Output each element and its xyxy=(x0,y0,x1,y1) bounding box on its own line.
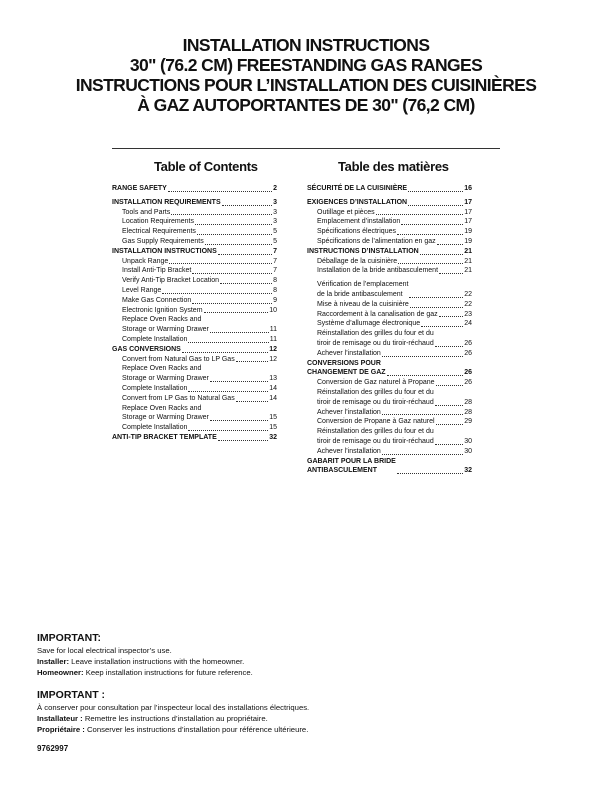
toc-fr-entry[interactable] xyxy=(307,359,472,379)
toc-entry-page: 10 xyxy=(269,306,277,314)
toc-entry-label: Achever l’installation xyxy=(317,447,381,455)
toc-entry-label: Electronic Ignition System xyxy=(122,306,203,314)
toc-entry-page: 24 xyxy=(464,320,472,328)
toc-entry-label: Verify Anti-Tip Bracket Location xyxy=(122,277,220,285)
title-en-line-1: INSTALLATION INSTRUCTIONS xyxy=(182,35,430,55)
toc-entry-label: Replace Oven Racks and Storage or Warming Drawer xyxy=(122,404,209,422)
toc-fr-heading: Table des matières xyxy=(338,159,449,174)
toc-entry-page: 32 xyxy=(464,467,472,475)
toc-entry-label: Emplacement d’installation xyxy=(317,218,401,226)
title-fr-line-2: À GAZ AUTOPORTANTES DE 30" (76,2 CM) xyxy=(137,95,475,115)
toc-entry-page: 19 xyxy=(464,228,472,236)
toc-en-entry[interactable] xyxy=(112,394,277,404)
toc-leader xyxy=(408,191,463,192)
important-line-2 xyxy=(37,713,309,724)
installateur-text: Remettre les instructions d’installation au propriétaire. xyxy=(82,714,268,724)
toc-en-entry[interactable] xyxy=(112,433,277,443)
important-notice-fr xyxy=(37,689,309,736)
toc-entry-page: 28 xyxy=(464,408,472,416)
installer-text: Leave installation instructions with the homeowner. xyxy=(69,657,245,667)
toc-entry-page: 3 xyxy=(273,218,277,226)
toc-entry-page: 15 xyxy=(269,414,277,422)
toc-entry-label: ANTI-TIP BRACKET TEMPLATE xyxy=(112,433,217,441)
toc-fr-entry[interactable] xyxy=(307,310,472,320)
toc-leader xyxy=(387,375,464,376)
toc-entry-label: Achever l’installation xyxy=(317,408,381,416)
toc-entry-label: Conversion de Gaz naturel à Propane xyxy=(317,379,435,387)
toc-entry-label: Achever l’installation xyxy=(317,349,381,357)
toc-entry-page: 12 xyxy=(269,345,277,353)
toc-leader xyxy=(439,316,464,317)
toc-leader xyxy=(197,234,272,235)
toc-leader xyxy=(218,254,272,255)
toc-entry-label: Replace Oven Racks and Storage or Warming Drawer xyxy=(122,365,209,383)
toc-leader xyxy=(210,420,268,421)
toc-fr-entry[interactable] xyxy=(307,247,472,257)
toc-entry-page: 11 xyxy=(269,335,277,343)
toc-entry-page: 15 xyxy=(269,424,277,432)
toc-fr-entry[interactable] xyxy=(307,388,472,408)
toc-leader xyxy=(205,244,272,245)
toc-entry-page: 8 xyxy=(273,277,277,285)
toc-fr-entry[interactable] xyxy=(307,184,472,194)
toc-leader xyxy=(210,381,268,382)
toc-leader xyxy=(169,263,272,264)
toc-entry-page: 30 xyxy=(464,447,472,455)
important-heading-en: IMPORTANT: xyxy=(37,632,101,644)
toc-entry-label: INSTRUCTIONS D’INSTALLATION xyxy=(307,247,419,255)
toc-entry-label: SÉCURITÉ DE LA CUISINIÈRE xyxy=(307,185,408,192)
toc-fr-list xyxy=(307,184,472,476)
toc-en-entry[interactable] xyxy=(112,355,277,365)
toc-entry-label: Convert from Natural Gas to LP Gas xyxy=(122,355,235,363)
toc-leader xyxy=(382,356,463,357)
toc-entry-page: 21 xyxy=(464,257,472,265)
toc-entry-label: Gas Supply Requirements xyxy=(122,237,204,245)
toc-leader xyxy=(162,293,272,294)
toc-leader xyxy=(376,214,464,215)
toc-entry-page: 26 xyxy=(464,369,472,377)
toc-entry-label: Spécifications électriques xyxy=(317,228,396,236)
toc-entry-label: Raccordement à la canalisation de gaz xyxy=(317,310,438,318)
toc-entry-label: Réinstallation des grilles du four et du tiroir de remisage ou du tiroir-réchaud xyxy=(317,428,434,445)
toc-entry-page: 26 xyxy=(464,349,472,357)
toc-entry-page: 11 xyxy=(269,326,277,334)
toc-fr-entry[interactable] xyxy=(307,319,472,329)
toc-entry-label: Replace Oven Racks and Storage or Warming Drawer xyxy=(122,316,209,334)
toc-leader xyxy=(171,214,272,215)
toc-entry-page: 26 xyxy=(464,379,472,387)
toc-entry-page: 8 xyxy=(273,286,277,294)
toc-fr-entry[interactable] xyxy=(307,237,472,247)
toc-entry-page: 30 xyxy=(464,437,472,445)
toc-fr-entry[interactable] xyxy=(307,280,472,300)
toc-leader xyxy=(218,440,268,441)
toc-entry-label: INSTALLATION INSTRUCTIONS xyxy=(112,247,217,255)
toc-leader xyxy=(435,444,463,445)
toc-en-entry[interactable] xyxy=(112,364,277,384)
toc-entry-page: 26 xyxy=(464,339,472,347)
toc-entry-label: Réinstallation des grilles du four et du tiroir de remisage ou du tiroir-réchaud xyxy=(317,330,434,347)
toc-en-entry[interactable] xyxy=(112,217,277,227)
toc-en-entry[interactable] xyxy=(112,257,277,267)
toc-entry-page: 17 xyxy=(464,208,472,216)
toc-leader xyxy=(401,224,463,225)
toc-en-entry[interactable] xyxy=(112,266,277,276)
important-line-1: Save for local electrical inspector’s use. xyxy=(37,646,172,655)
toc-entry-label: Convert from LP Gas to Natural Gas xyxy=(122,394,235,402)
toc-entry-label: Spécifications de l’alimentation en gaz xyxy=(317,237,436,245)
toc-entry-page: 12 xyxy=(269,355,277,363)
toc-leader xyxy=(192,273,272,274)
toc-entry-page: 7 xyxy=(273,257,277,265)
toc-entry-page: 32 xyxy=(269,433,277,441)
homeowner-label: Homeowner: xyxy=(37,668,84,678)
toc-entry-page: 7 xyxy=(273,247,277,255)
toc-leader xyxy=(435,346,463,347)
toc-leader xyxy=(397,473,463,474)
toc-en-entry[interactable] xyxy=(112,227,277,237)
toc-fr-entry[interactable] xyxy=(307,257,472,267)
toc-entry-page: 14 xyxy=(269,394,277,402)
toc-entry-page: 13 xyxy=(269,375,277,383)
toc-leader xyxy=(236,401,269,402)
toc-entry-page: 5 xyxy=(273,237,277,245)
toc-entry-label: Complete Installation xyxy=(122,424,188,432)
toc-en-entry[interactable] xyxy=(112,198,277,208)
toc-entry-label: GAS CONVERSIONS xyxy=(112,345,181,353)
title-block xyxy=(0,35,612,115)
toc-entry-label: Déballage de la cuisinière xyxy=(317,257,398,265)
toc-entry-label: Réinstallation des grilles du four et du tiroir de remisage ou du tiroir-réchaud xyxy=(317,388,434,406)
toc-entry-label: Tools and Parts xyxy=(122,208,171,216)
toc-leader xyxy=(188,430,268,431)
document-number: 9762997 xyxy=(37,744,69,753)
installateur-label: Installateur : xyxy=(37,714,83,724)
toc-entry-page: 14 xyxy=(269,384,277,392)
toc-entry-label: Conversion de Propane à Gaz naturel xyxy=(317,418,435,426)
toc-fr-entry[interactable] xyxy=(307,198,472,208)
toc-en-entry[interactable] xyxy=(112,345,277,355)
title-en-line-2: 30" (76.2 CM) FREESTANDING GAS RANGES xyxy=(129,55,483,75)
toc-entry-label: Complete Installation xyxy=(122,384,188,392)
toc-entry-page: 28 xyxy=(464,398,472,406)
toc-leader xyxy=(397,234,463,235)
toc-leader xyxy=(410,307,463,308)
toc-entry-label: Location Requirements xyxy=(122,218,194,226)
toc-leader xyxy=(382,414,463,415)
toc-en-entry[interactable] xyxy=(112,315,277,335)
toc-entry-label: EXIGENCES D’INSTALLATION xyxy=(307,198,408,206)
toc-fr-entry[interactable] xyxy=(307,417,472,427)
toc-en-entry[interactable] xyxy=(112,276,277,286)
toc-leader xyxy=(192,303,272,304)
toc-leader xyxy=(220,283,272,284)
toc-en-list xyxy=(112,184,277,443)
toc-leader xyxy=(439,273,463,274)
toc-leader xyxy=(436,385,464,386)
toc-entry-page: 22 xyxy=(464,300,472,308)
toc-leader xyxy=(435,405,463,406)
toc-fr-entry[interactable] xyxy=(307,300,472,310)
toc-entry-label: Vérification de l’emplacement de la bride antibasculement xyxy=(317,281,409,298)
toc-entry-page: 17 xyxy=(464,198,472,206)
toc-entry-label: Système d’allumage électronique xyxy=(317,320,421,328)
toc-leader xyxy=(188,342,268,343)
important-line-3 xyxy=(37,724,309,735)
toc-en-entry[interactable] xyxy=(112,247,277,257)
toc-entry-page: 5 xyxy=(273,228,277,236)
title-fr-line-1: INSTRUCTIONS POUR L’INSTALLATION DES CUISINIÈRES xyxy=(75,75,537,95)
toc-leader xyxy=(236,361,269,362)
toc-leader xyxy=(436,424,464,425)
toc-entry-label: Unpack Range xyxy=(122,257,169,265)
toc-fr-entry[interactable] xyxy=(307,266,472,276)
toc-fr-entry[interactable] xyxy=(307,408,472,418)
toc-entry-page: 21 xyxy=(464,267,472,275)
toc-leader xyxy=(421,326,463,327)
toc-entry-page: 2 xyxy=(273,185,277,192)
toc-leader xyxy=(382,454,463,455)
important-line-1: À conserver pour consultation par l’inspecteur local des installations électriques. xyxy=(37,703,310,712)
proprietaire-text: Conserver les instructions d’installation pour référence ultérieure. xyxy=(84,725,309,735)
toc-entry-page: 19 xyxy=(464,237,472,245)
toc-entry-label: Make Gas Connection xyxy=(122,296,192,304)
toc-leader xyxy=(437,244,464,245)
toc-leader xyxy=(188,391,268,392)
toc-en-entry[interactable] xyxy=(112,237,277,247)
toc-entry-label: Install Anti-Tip Bracket xyxy=(122,267,192,275)
toc-en-entry[interactable] xyxy=(112,306,277,316)
toc-fr-entry[interactable] xyxy=(307,208,472,218)
toc-fr-entry[interactable] xyxy=(307,227,472,237)
title-divider xyxy=(112,148,500,149)
toc-leader xyxy=(195,224,272,225)
toc-entry-page: 29 xyxy=(464,418,472,426)
toc-entry-label: Installation de la bride antibasculement xyxy=(317,267,439,275)
important-notice-en xyxy=(37,632,253,679)
toc-leader xyxy=(222,205,272,206)
toc-entry-page: 17 xyxy=(464,218,472,226)
toc-en-heading: Table of Contents xyxy=(154,159,258,174)
toc-entry-label: CONVERSIONS POUR CHANGEMENT DE GAZ xyxy=(307,359,386,377)
toc-entry-page: 3 xyxy=(273,198,277,206)
toc-entry-label: Outillage et pièces xyxy=(317,208,375,216)
toc-en-entry[interactable] xyxy=(112,286,277,296)
toc-fr-entry[interactable] xyxy=(307,427,472,447)
proprietaire-label: Propriétaire : xyxy=(37,725,85,735)
toc-entry-label: Mise à niveau de la cuisinière xyxy=(317,300,409,308)
toc-fr-entry[interactable] xyxy=(307,378,472,388)
toc-entry-page: 7 xyxy=(273,267,277,275)
toc-entry-label: INSTALLATION REQUIREMENTS xyxy=(112,198,221,206)
homeowner-text: Keep installation instructions for future reference. xyxy=(83,668,253,678)
toc-leader xyxy=(168,191,272,192)
toc-fr-entry[interactable] xyxy=(307,457,472,477)
toc-en-entry[interactable] xyxy=(112,335,277,345)
toc-entry-page: 22 xyxy=(464,290,472,298)
toc-fr-entry[interactable] xyxy=(307,447,472,457)
toc-entry-label: RANGE SAFETY xyxy=(112,185,167,192)
toc-en-entry[interactable] xyxy=(112,208,277,218)
toc-entry-label: Complete Installation xyxy=(122,335,188,343)
toc-en-entry[interactable] xyxy=(112,384,277,394)
toc-entry-page: 9 xyxy=(273,296,277,304)
toc-en-entry[interactable] xyxy=(112,184,277,194)
toc-entry-page: 21 xyxy=(464,247,472,255)
toc-en-entry[interactable] xyxy=(112,423,277,433)
toc-entry-label: Level Range xyxy=(122,286,162,294)
important-line-3 xyxy=(37,667,253,678)
toc-leader xyxy=(409,297,463,298)
toc-leader xyxy=(420,254,463,255)
toc-leader xyxy=(398,263,463,264)
toc-fr-entry[interactable] xyxy=(307,217,472,227)
toc-entry-page: 3 xyxy=(273,208,277,216)
toc-leader xyxy=(204,312,269,313)
toc-entry-page: 16 xyxy=(464,185,472,192)
important-line-2 xyxy=(37,656,253,667)
toc-entry-page: 23 xyxy=(464,310,472,318)
toc-en-entry[interactable] xyxy=(112,404,277,424)
toc-leader xyxy=(408,205,463,206)
toc-fr-entry[interactable] xyxy=(307,329,472,349)
toc-entry-label: Electrical Requirements xyxy=(122,228,196,236)
toc-entry-label: GABARIT POUR LA BRIDE ANTIBASCULEMENT xyxy=(307,457,396,475)
toc-fr-entry[interactable] xyxy=(307,349,472,359)
toc-leader xyxy=(182,352,268,353)
toc-leader xyxy=(210,332,269,333)
installer-label: Installer: xyxy=(37,657,70,667)
toc-en-entry[interactable] xyxy=(112,296,277,306)
important-heading-fr: IMPORTANT : xyxy=(37,689,106,701)
